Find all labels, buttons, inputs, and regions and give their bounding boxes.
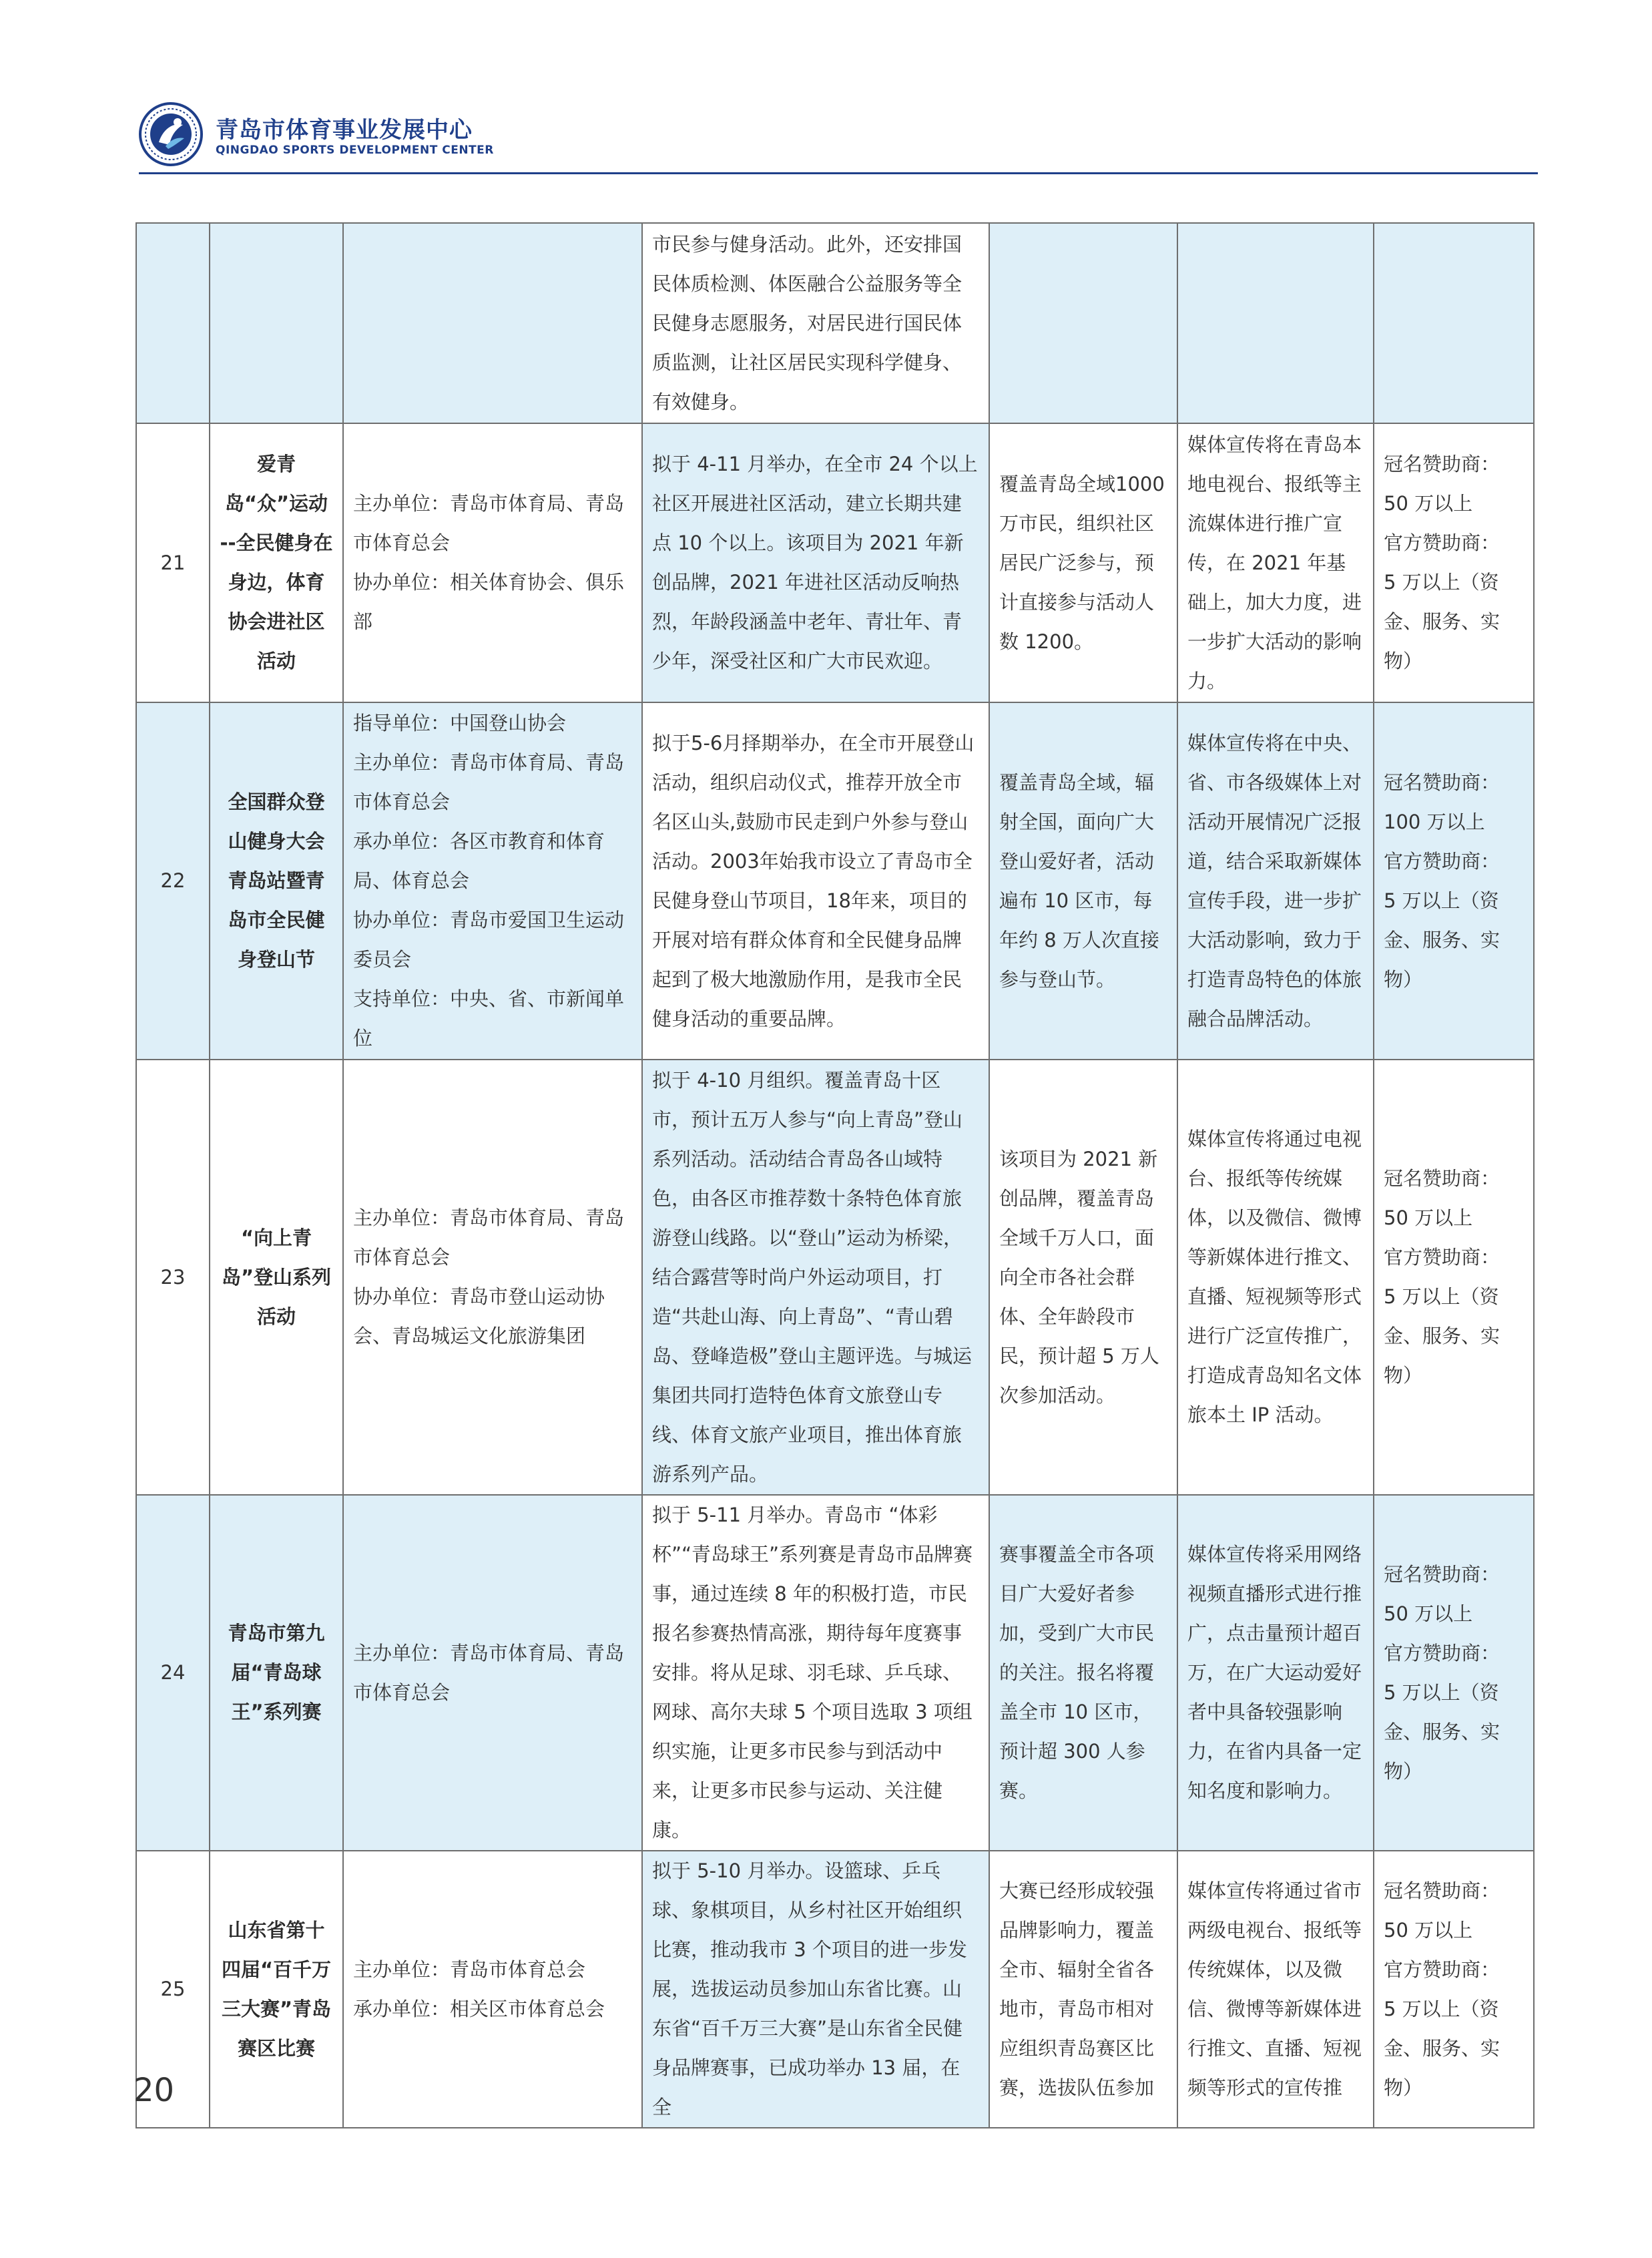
page-header xyxy=(139,97,1538,177)
table-row xyxy=(136,1851,1534,2128)
coverage-cell: 大赛已经形成较强品牌影响力，覆盖全市、辐射全省各地市，青岛市相对应组织青岛赛区比赛，选拔队伍参加 xyxy=(989,1851,1177,2128)
sponsorship-cell: 冠名赞助商： 50 万以上 官方赞助商： 5 万以上（资金、服务、实物） xyxy=(1374,423,1534,702)
table-row xyxy=(136,223,1534,423)
coverage-cell: 覆盖青岛全域1000 万市民，组织社区居民广泛参与，预计直接参与活动人数 1200。 xyxy=(989,423,1177,702)
description-cell: 拟于 4-10 月组织。覆盖青岛十区市，预计五万人参与“向上青岛”登山系列活动。活动结合青岛各山域特色，由各区市推荐数十条特色体育旅游登山线路。以“登山”运动为桥梁，结合露营等时尚户外运动项目，打造“共赴山海、向上青岛”、“青山碧岛、登峰造极”登山主题评选。与城运集团共同打造特色体育文旅登山专线、体育文旅产业项目，推出体育旅游系列产品。 xyxy=(642,1060,989,1495)
table-row xyxy=(136,702,1534,1060)
sponsorship-cell: 冠名赞助商： 50 万以上 官方赞助商： 5 万以上（资金、服务、实物） xyxy=(1374,1495,1534,1851)
description-cell: 拟于 4-11 月举办，在全市 24 个以上社区开展进社区活动，建立长期共建点 10 个以上。该项目为 2021 年新创品牌，2021 年进社区活动反响热烈，年龄段涵盖中老年、青壮年、青少年，深受社区和广大市民欢迎。 xyxy=(642,423,989,702)
coverage-cell: 赛事覆盖全市各项目广大爱好者参加，受到广大市民的关注。报名将覆盖全市 10 区市，预计超 300 人参赛。 xyxy=(989,1495,1177,1851)
coverage-cell: 覆盖青岛全域，辐射全国，面向广大登山爱好者，活动遍布 10 区市，每年约 8 万人次直接参与登山节。 xyxy=(989,702,1177,1060)
media-plan-cell: 媒体宣传将在中央、省、市各级媒体上对活动开展情况广泛报道，结合采取新媒体宣传手段，进一步扩大活动影响，致力于打造青岛特色的体旅融合品牌活动。 xyxy=(1177,702,1374,1060)
activity-name-cell: 山东省第十四届“百千万三大赛”青岛赛区比赛 xyxy=(210,1851,343,2128)
sponsorship-cell: 冠名赞助商： 50 万以上 官方赞助商： 5 万以上（资金、服务、实物） xyxy=(1374,1851,1534,2128)
organizers-cell: 指导单位：中国登山协会 主办单位：青岛市体育局、青岛市体育总会 承办单位：各区市教育和体育局、体育总会 协办单位：青岛市爱国卫生运动委员会 支持单位：中央、省、市新闻单位 xyxy=(343,702,642,1060)
activity-name-cell: “向上青岛”登山系列活动 xyxy=(210,1060,343,1495)
organizers-cell: 主办单位：青岛市体育总会 承办单位：相关区市体育总会 xyxy=(343,1851,642,2128)
description-cell: 拟于 5-10 月举办。设篮球、乒乓球、象棋项目，从乡村社区开始组织比赛，推动我市 3 个项目的进一步发展，选拔运动员参加山东省比赛。山东省“百千万三大赛”是山东省全民健身品牌赛事，已成功举办 13 届，在全 xyxy=(642,1851,989,2128)
table-row xyxy=(136,1495,1534,1851)
org-name-cn: 青岛市体育事业发展中心 xyxy=(216,117,473,144)
media-plan-cell: 媒体宣传将通过电视台、报纸等传统媒体，以及微信、微博等新媒体进行推文、直播、短视频等形式进行广泛宣传推广，打造成青岛知名文体旅本土 IP 活动。 xyxy=(1177,1060,1374,1495)
row-number-cell: 25 xyxy=(136,1851,210,2128)
organizers-cell: 主办单位：青岛市体育局、青岛市体育总会 协办单位：青岛市登山运动协会、青岛城运文化旅游集团 xyxy=(343,1060,642,1495)
row-number-cell: 23 xyxy=(136,1060,210,1495)
description-cell: 拟于5-6月择期举办，在全市开展登山活动，组织启动仪式，推荐开放全市名区山头,鼓励市民走到户外参与登山活动。2003年始我市设立了青岛市全民健身登山节项目，18年来，项目的开展对培有群众体育和全民健身品牌起到了极大地激励作用，是我市全民健身活动的重要品牌。 xyxy=(642,702,989,1060)
sponsorship-cell: 冠名赞助商： 100 万以上 官方赞助商： 5 万以上（资金、服务、实物） xyxy=(1374,702,1534,1060)
table-row xyxy=(136,1060,1534,1495)
media-plan-cell xyxy=(1177,223,1374,423)
sponsorship-cell: 冠名赞助商： 50 万以上 官方赞助商： 5 万以上（资金、服务、实物） xyxy=(1374,1060,1534,1495)
coverage-cell xyxy=(989,223,1177,423)
activity-name-cell: 青岛市第九届“青岛球王”系列赛 xyxy=(210,1495,343,1851)
row-number-cell: 21 xyxy=(136,423,210,702)
media-plan-cell: 媒体宣传将通过省市两级电视台、报纸等传统媒体，以及微信、微博等新媒体进行推文、直播、短视频等形式的宣传推 xyxy=(1177,1851,1374,2128)
activity-name-cell: 全国群众登山健身大会青岛站暨青岛市全民健身登山节 xyxy=(210,702,343,1060)
description-cell: 拟于 5-11 月举办。青岛市 “体彩杯”“青岛球王”系列赛是青岛市品牌赛事，通过连续 8 年的积极打造，市民报名参赛热情高涨，期待每年度赛事安排。将从足球、羽毛球、乒乓球、网球、高尔夫球 5 个项目选取 3 项组织实施，让更多市民参与到活动中来，让更多市民参与运动、关注健康。 xyxy=(642,1495,989,1851)
row-number-cell: 24 xyxy=(136,1495,210,1851)
row-number-cell xyxy=(136,223,210,423)
org-name-en: QINGDAO SPORTS DEVELOPMENT CENTER xyxy=(216,144,494,157)
activity-name-cell xyxy=(210,223,343,423)
coverage-cell: 该项目为 2021 新创品牌，覆盖青岛全域千万人口，面向全市各社会群体、全年龄段市民，预计超 5 万人次参加活动。 xyxy=(989,1060,1177,1495)
media-plan-cell: 媒体宣传将在青岛本地电视台、报纸等主流媒体进行推广宣传，在 2021 年基础上，加大力度，进一步扩大活动的影响力。 xyxy=(1177,423,1374,702)
qingdao-sports-emblem-icon xyxy=(139,102,203,166)
organizers-cell: 主办单位：青岛市体育局、青岛市体育总会 协办单位：相关体育协会、俱乐部 xyxy=(343,423,642,702)
header-rule xyxy=(139,172,1538,174)
activity-name-cell: 爱青岛“众”运动 --全民健身在身边，体育协会进社区活动 xyxy=(210,423,343,702)
activity-table xyxy=(135,222,1535,2128)
description-cell: 市民参与健身活动。此外，还安排国民体质检测、体医融合公益服务等全民健身志愿服务，对居民进行国民体质监测，让社区居民实现科学健身、有效健身。 xyxy=(642,223,989,423)
organizers-cell: 主办单位：青岛市体育局、青岛市体育总会 xyxy=(343,1495,642,1851)
page-number: 20 xyxy=(133,2072,175,2109)
sponsorship-cell xyxy=(1374,223,1534,423)
row-number-cell: 22 xyxy=(136,702,210,1060)
organizers-cell xyxy=(343,223,642,423)
table-row xyxy=(136,423,1534,702)
media-plan-cell: 媒体宣传将采用网络视频直播形式进行推广，点击量预计超百万，在广大运动爱好者中具备较强影响力，在省内具备一定知名度和影响力。 xyxy=(1177,1495,1374,1851)
